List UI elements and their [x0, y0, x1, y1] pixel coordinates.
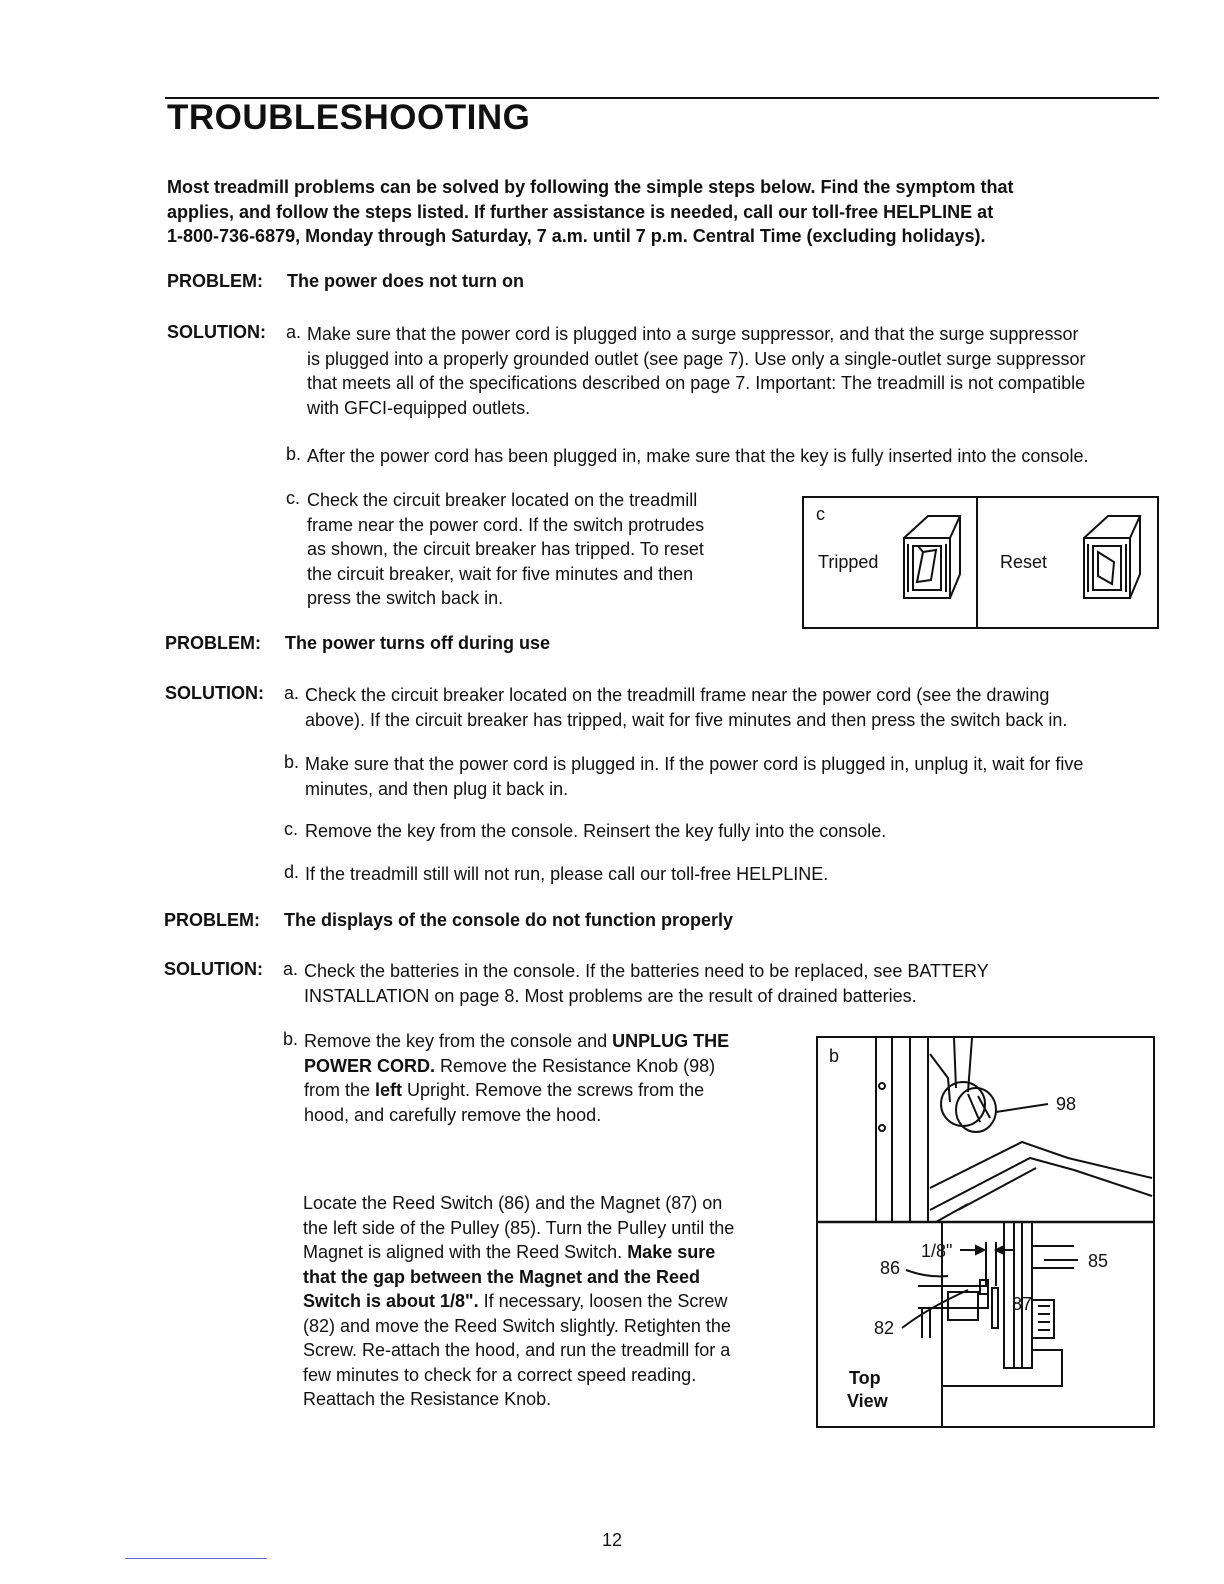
- figure-letter: c: [816, 504, 825, 524]
- gap-label: 1/8": [921, 1241, 953, 1261]
- tripped-switch-icon: [900, 510, 964, 606]
- step-letter: a.: [283, 959, 299, 979]
- page-number: 12: [601, 1530, 623, 1550]
- callout-82: 82: [874, 1318, 895, 1338]
- step-letter: b.: [286, 444, 302, 464]
- step-line: Check the circuit breaker located on the treadmill frame near the power cord (see the drawing: [305, 685, 1050, 705]
- step-line: Remove the key from the console. Reinsert the key fully into the console.: [305, 821, 887, 841]
- problem-label: PROBLEM:: [167, 271, 263, 291]
- step-letter: a.: [286, 322, 302, 342]
- callout-85: 85: [1088, 1251, 1109, 1271]
- problem-text: The power does not turn on: [287, 271, 524, 291]
- solution-step: [307, 488, 787, 611]
- solution-step: [305, 683, 1165, 732]
- step-line: Remove the key from the console and UNPLUG THE: [304, 1031, 730, 1051]
- step-letter: b.: [284, 752, 300, 772]
- figure-letter: b: [829, 1046, 840, 1066]
- step-line: that the gap between the Magnet and the Reed: [303, 1266, 701, 1287]
- step-line: POWER CORD. Remove the Resistance Knob (98): [304, 1055, 716, 1076]
- step-line: the circuit breaker, wait for five minutes and then: [307, 563, 694, 584]
- callout-98: 98: [1056, 1094, 1077, 1114]
- step-letter: b.: [283, 1029, 299, 1049]
- step-line: the left side of the Pulley (85). Turn the Pulley until the: [303, 1217, 735, 1238]
- step-line: is plugged into a properly grounded outlet (see page 7). Use only a single-outlet surge suppressor: [307, 348, 1086, 369]
- step-line: After the power cord has been plugged in, make sure that the key is fully inserted into the console.: [307, 446, 1089, 466]
- problem-label: PROBLEM:: [165, 633, 261, 653]
- step-letter: a.: [284, 683, 300, 703]
- step-line: (82) and move the Reed Switch slightly. Retighten the: [303, 1315, 731, 1336]
- callout-86: 86: [880, 1258, 901, 1278]
- solution-label: SOLUTION:: [167, 322, 266, 342]
- step-line: minutes, and then plug it back in.: [305, 778, 569, 799]
- step-line: Check the circuit breaker located on the treadmill: [307, 490, 698, 510]
- step-line: Reattach the Resistance Knob.: [303, 1389, 552, 1409]
- solution-step: [305, 752, 1175, 801]
- problem-text: The displays of the console do not function properly: [284, 910, 734, 930]
- step-line: If the treadmill still will not run, please call our toll-free HELPLINE.: [305, 864, 829, 884]
- step-line: Locate the Reed Switch (86) and the Magnet (87) on: [303, 1193, 723, 1213]
- solution-label: SOLUTION:: [165, 683, 264, 703]
- intro-paragraph: [167, 175, 1127, 249]
- solution-step: [307, 322, 1167, 420]
- top-label: Top: [849, 1368, 881, 1388]
- page-title: TROUBLESHOOTING: [167, 98, 531, 137]
- step-line: Magnet is aligned with the Reed Switch. Make sure: [303, 1242, 716, 1262]
- step-line: above). If the circuit breaker has tripped, wait for five minutes and then press the switch back in.: [305, 709, 1068, 730]
- solution-step: [305, 819, 1165, 844]
- solution-step: [305, 862, 1165, 887]
- step-line: Switch is about 1/8". If necessary, loosen the Screw: [303, 1291, 728, 1311]
- reed-switch-figure: [816, 1036, 1155, 1428]
- solution-step: [304, 959, 1164, 1008]
- solution-step: [304, 1029, 794, 1127]
- footer-line: [125, 1558, 267, 1559]
- step-line: from the left Upright. Remove the screws from the: [304, 1080, 705, 1100]
- step-line: Check the batteries in the console. If the batteries need to be replaced, see BATTERY: [304, 961, 989, 981]
- step-line: Make sure that the power cord is plugged into a surge suppressor, and that the surge suppressor: [307, 324, 1079, 344]
- problem-label: PROBLEM:: [164, 910, 260, 930]
- step-letter: c.: [284, 819, 299, 839]
- step-line: INSTALLATION on page 8. Most problems are the result of drained batteries.: [304, 985, 917, 1006]
- step-line: Screw. Re-attach the hood, and run the treadmill for a: [303, 1340, 731, 1360]
- figure-divider: [976, 498, 978, 627]
- step-letter: d.: [284, 862, 300, 882]
- circuit-breaker-figure: [802, 496, 1159, 629]
- reset-label: Reset: [1000, 552, 1048, 572]
- intro-line: applies, and follow the steps listed. If further assistance is needed, call our toll-free HELPLINE at: [167, 201, 994, 222]
- step-line: as shown, the circuit breaker has tripped. To reset: [307, 539, 704, 559]
- step-line: with GFCI-equipped outlets.: [307, 397, 531, 418]
- step-line: press the switch back in.: [307, 588, 504, 608]
- step-line: hood, and carefully remove the hood.: [304, 1104, 602, 1125]
- tripped-label: Tripped: [818, 552, 879, 572]
- step-line: that meets all of the specifications described on page 7. Important: The treadmill is not compatible: [307, 373, 1086, 393]
- step-letter: c.: [286, 488, 301, 508]
- problem-text: The power turns off during use: [285, 633, 550, 653]
- step-line: Make sure that the power cord is plugged in. If the power cord is plugged in, unplug it, wait for five: [305, 754, 1084, 774]
- step-line: frame near the power cord. If the switch protrudes: [307, 514, 705, 535]
- step-line: few minutes to check for a correct speed reading.: [303, 1364, 697, 1385]
- view-label: View: [847, 1391, 888, 1411]
- callout-87: 87: [1012, 1294, 1033, 1314]
- intro-line: 1-800-736-6879, Monday through Saturday, 7 a.m. until 7 p.m. Central Time (excluding holidays).: [167, 226, 986, 246]
- solution-step: [307, 444, 1167, 469]
- reed-switch-paragraph: [303, 1191, 793, 1412]
- solution-label: SOLUTION:: [164, 959, 263, 979]
- reset-switch-icon: [1080, 510, 1144, 606]
- intro-line: Most treadmill problems can be solved by following the simple steps below. Find the symptom that: [167, 177, 1014, 197]
